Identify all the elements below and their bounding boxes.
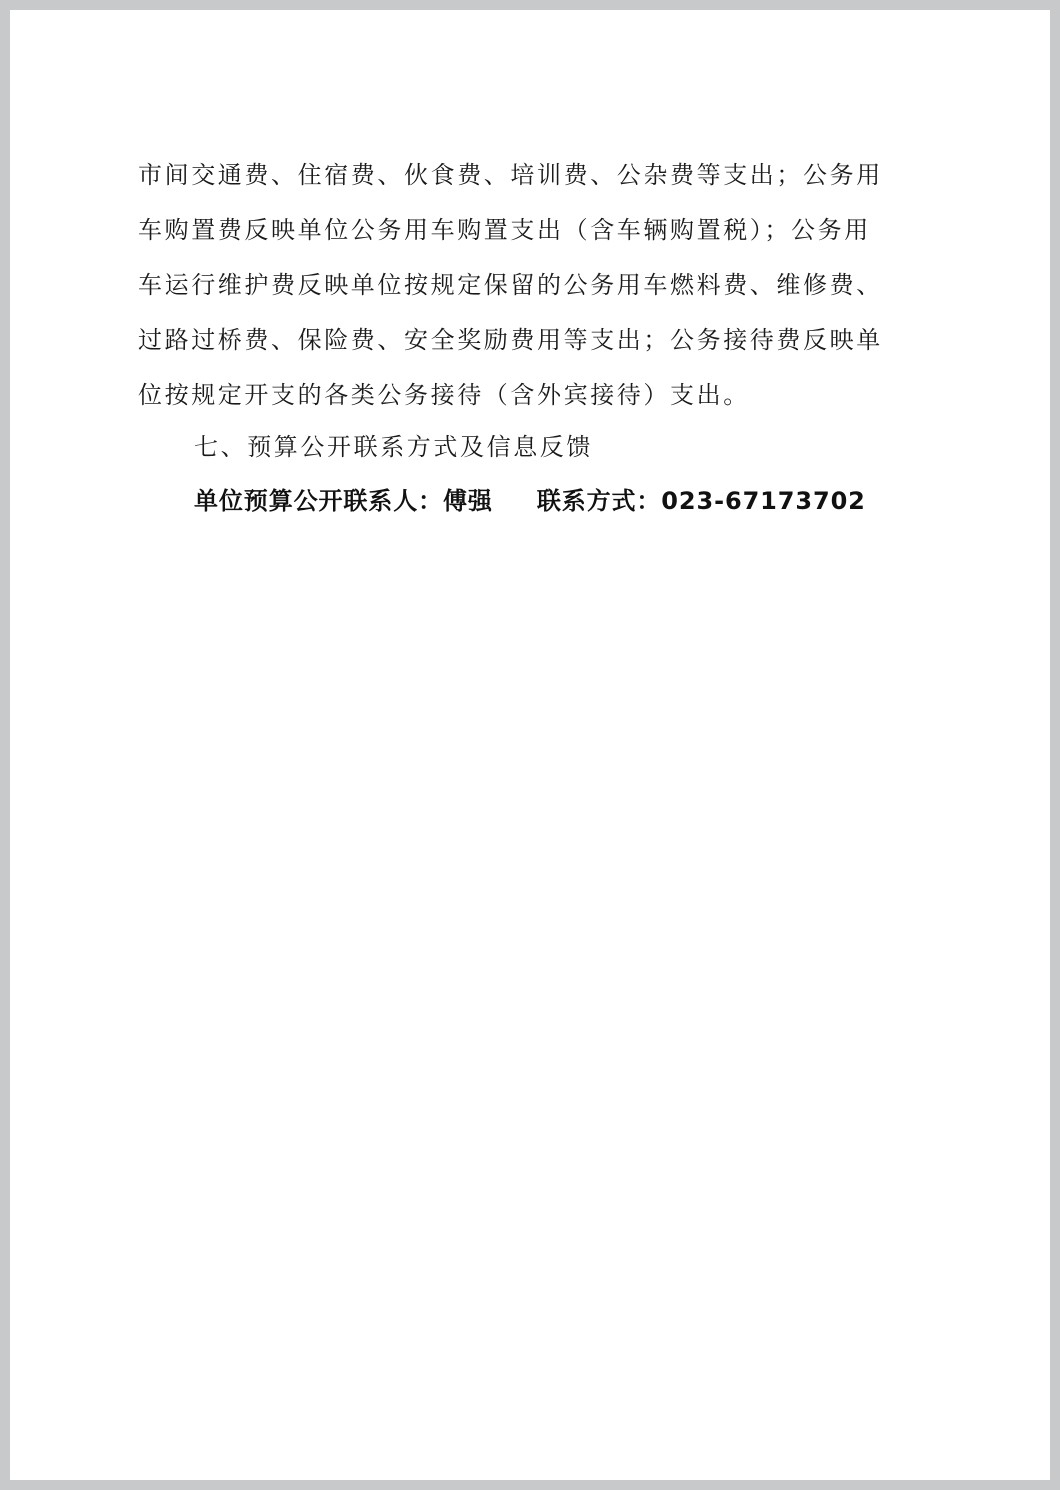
paragraph-line: 车购置费反映单位公务用车购置支出（含车辆购置税）；公务用 (138, 216, 871, 244)
paragraph-line: 位按规定开支的各类公务接待（含外宾接待）支出。 (138, 381, 750, 409)
section-heading: 七、预算公开联系方式及信息反馈 (194, 433, 593, 461)
paragraph-line: 过路过桥费、保险费、安全奖励费用等支出；公务接待费反映单 (138, 326, 883, 354)
paragraph-expense-description (138, 148, 938, 423)
paragraph-line: 市间交通费、住宿费、伙食费、培训费、公杂费等支出；公务用 (138, 161, 883, 189)
contact-line (194, 474, 866, 529)
contact-phone: 联系方式：023-67173702 (536, 487, 866, 515)
document-page (10, 10, 1050, 1480)
paragraph-line: 车运行维护费反映单位按规定保留的公务用车燃料费、维修费、 (138, 271, 883, 299)
contact-person: 单位预算公开联系人：傅强 (194, 487, 493, 515)
